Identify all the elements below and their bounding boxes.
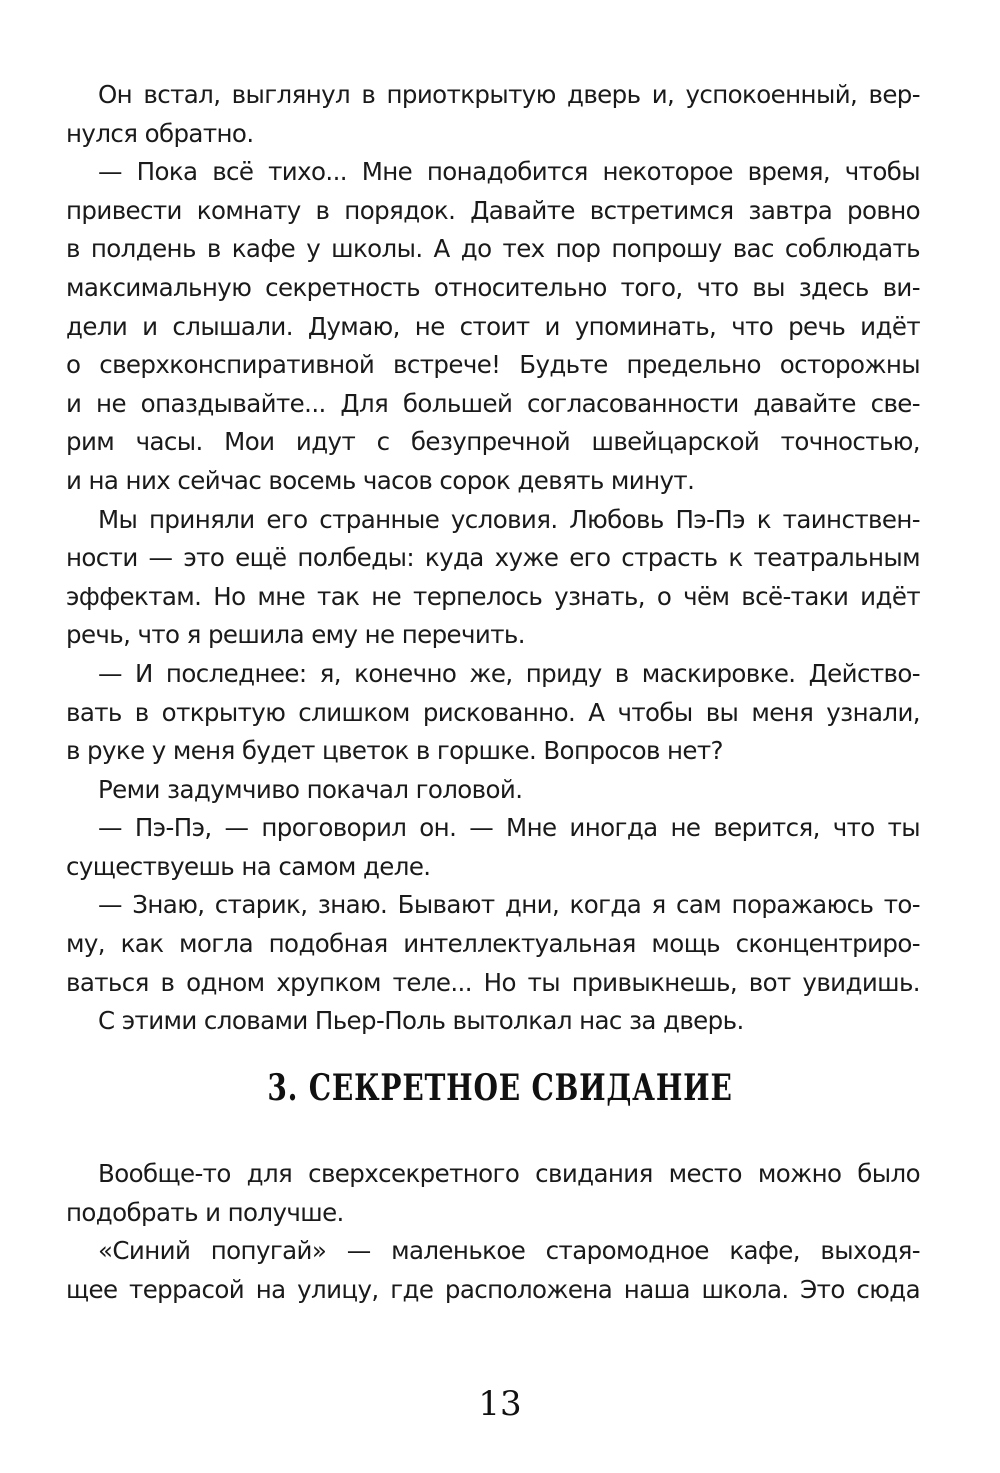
text-line: — Пока всё тихо... Мне понадобится некоторое время, чтобы — [98, 157, 920, 187]
text-line: Он встал, выглянул в приоткрытую дверь и, успокоенный, вер- — [98, 80, 920, 109]
chapter-title: 3. СЕКРЕТНОЕ СВИДАНИЕ — [267, 1067, 733, 1109]
text-line: вать в открытую слишком рискованно. А чтобы вы меня узнали, — [66, 697, 920, 727]
chapter-text — [66, 1155, 920, 1309]
text-line: в руке у меня будет цветок в горшке. Вопросов нет? — [66, 736, 723, 766]
text-line: рим часы. Мои идут с безупречной швейцарской точностью, — [66, 427, 920, 457]
text-line: Мы приняли его странные условия. Любовь Пэ-Пэ к таинствен- — [98, 504, 920, 534]
text-line: нулся обратно. — [66, 118, 254, 148]
text-line: му, как могла подобная интеллектуальная мощь сконцентриро- — [66, 929, 920, 959]
text-line: в полдень в кафе у школы. А до тех пор попрошу вас соблюдать — [66, 234, 920, 264]
text-line: ваться в одном хрупком теле... Но ты привыкнешь, вот увидишь. — [66, 967, 920, 997]
text-line: — Знаю, старик, знаю. Бывают дни, когда я сам поражаюсь то- — [98, 890, 920, 920]
text-line: привести комнату в порядок. Давайте встретимся завтра ровно — [66, 195, 920, 225]
text-line: подобрать и получше. — [66, 1197, 344, 1227]
text-line: дели и слышали. Думаю, не стоит и упоминать, что речь идёт — [66, 311, 920, 341]
text-line: Вообще-то для сверхсекретного свидания место можно было — [98, 1159, 920, 1188]
text-line: и на них сейчас восемь часов сорок девять минут. — [66, 465, 695, 495]
text-line: и не опаздывайте... Для большей согласованности давайте све- — [66, 388, 920, 418]
text-line: С этими словами Пьер-Поль вытолкал нас за дверь. — [98, 1006, 744, 1036]
text-line: речь, что я решила ему не перечить. — [66, 620, 525, 650]
text-line: — И последнее: я, конечно же, приду в маскировке. Действо- — [98, 658, 920, 688]
text-line: Реми задумчиво покачал головой. — [98, 774, 523, 804]
text-line: о сверхконспиративной встрече! Будьте предельно осторожны — [66, 350, 920, 380]
text-line: эффектам. Но мне так не терпелось узнать, о чём всё-таки идёт — [66, 581, 920, 611]
text-line: существуешь на самом деле. — [66, 851, 431, 881]
text-line: максимальную секретность относительно того, что вы здесь ви- — [66, 272, 920, 302]
body-text — [66, 76, 920, 1041]
text-line: «Синий попугай» — маленькое старомодное кафе, выходя- — [98, 1236, 920, 1266]
text-line: щее террасой на улицу, где расположена наша школа. Это сюда — [66, 1274, 920, 1304]
page-number: 13 — [478, 1384, 522, 1424]
text-line: ности — это ещё полбеды: куда хуже его страсть к театральным — [66, 543, 920, 573]
text-line: — Пэ-Пэ, — проговорил он. — Мне иногда не верится, что ты — [98, 813, 920, 843]
